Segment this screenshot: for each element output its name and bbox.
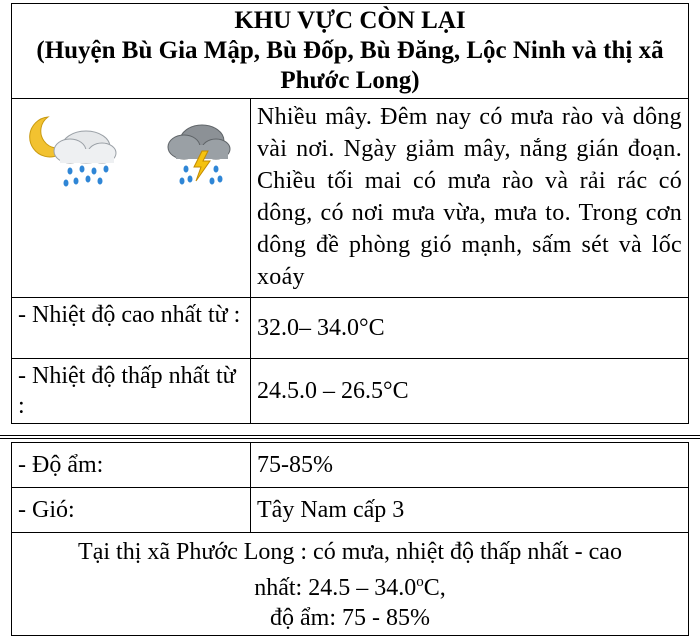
wind-value: Tây Nam cấp 3 bbox=[251, 488, 689, 533]
max-temp-label: - Nhiệt độ cao nhất từ : bbox=[12, 298, 251, 359]
humidity-wind-table bbox=[11, 442, 689, 636]
note-line3: độ ẩm: 75 - 85% bbox=[270, 605, 430, 631]
forecast-table bbox=[11, 3, 689, 424]
note-line2-unit: C, bbox=[423, 575, 446, 601]
divider-line bbox=[0, 435, 700, 436]
min-temp-row bbox=[12, 359, 689, 424]
note-line2-text: nhất: 24.5 – 34.0 bbox=[254, 575, 417, 601]
max-temp-value: 32.0– 34.0°C bbox=[251, 298, 689, 359]
region-title-line2: (Huyện Bù Gia Mập, Bù Đốp, Bù Đăng, Lộc Ninh và thị xã Phước Long) bbox=[36, 37, 664, 94]
wind-label: - Gió: bbox=[12, 488, 251, 533]
max-temp-row bbox=[12, 298, 689, 359]
note-line2 bbox=[18, 567, 682, 603]
divider-line bbox=[0, 438, 700, 439]
phuoc-long-note bbox=[12, 533, 689, 636]
note-line1: Tại thị xã Phước Long : có mưa, nhiệt độ thấp nhất - cao bbox=[78, 539, 622, 565]
min-temp-label: - Nhiệt độ thấp nhất từ : bbox=[12, 359, 251, 424]
humidity-label: - Độ ẩm: bbox=[12, 443, 251, 488]
forecast-row bbox=[12, 99, 689, 298]
title-row bbox=[12, 4, 689, 99]
degree-sup: o bbox=[416, 574, 424, 590]
min-temp-value: 24.5.0 – 26.5°C bbox=[251, 359, 689, 424]
forecast-description: Nhiều mây. Đêm nay có mưa rào và dông vài nơi. Ngày giảm mây, nắng gián đoạn. Chiều tối mai có mưa rào và rải rác có dông, có nơi mưa vừa, mưa to. Trong cơn dông đề phòng gió mạnh, sấm sét và lốc xoáy bbox=[251, 99, 689, 298]
region-title bbox=[12, 4, 689, 99]
night-rain-cloud-icon bbox=[26, 111, 122, 191]
weather-icons-cell bbox=[12, 99, 251, 298]
notes-row bbox=[12, 533, 689, 636]
humidity-value: 75-85% bbox=[251, 443, 689, 488]
region-title-line1: KHU VỰC CÒN LẠI bbox=[234, 7, 466, 34]
thunderstorm-rain-icon bbox=[158, 111, 238, 191]
wind-row bbox=[12, 488, 689, 533]
humidity-row bbox=[12, 443, 689, 488]
